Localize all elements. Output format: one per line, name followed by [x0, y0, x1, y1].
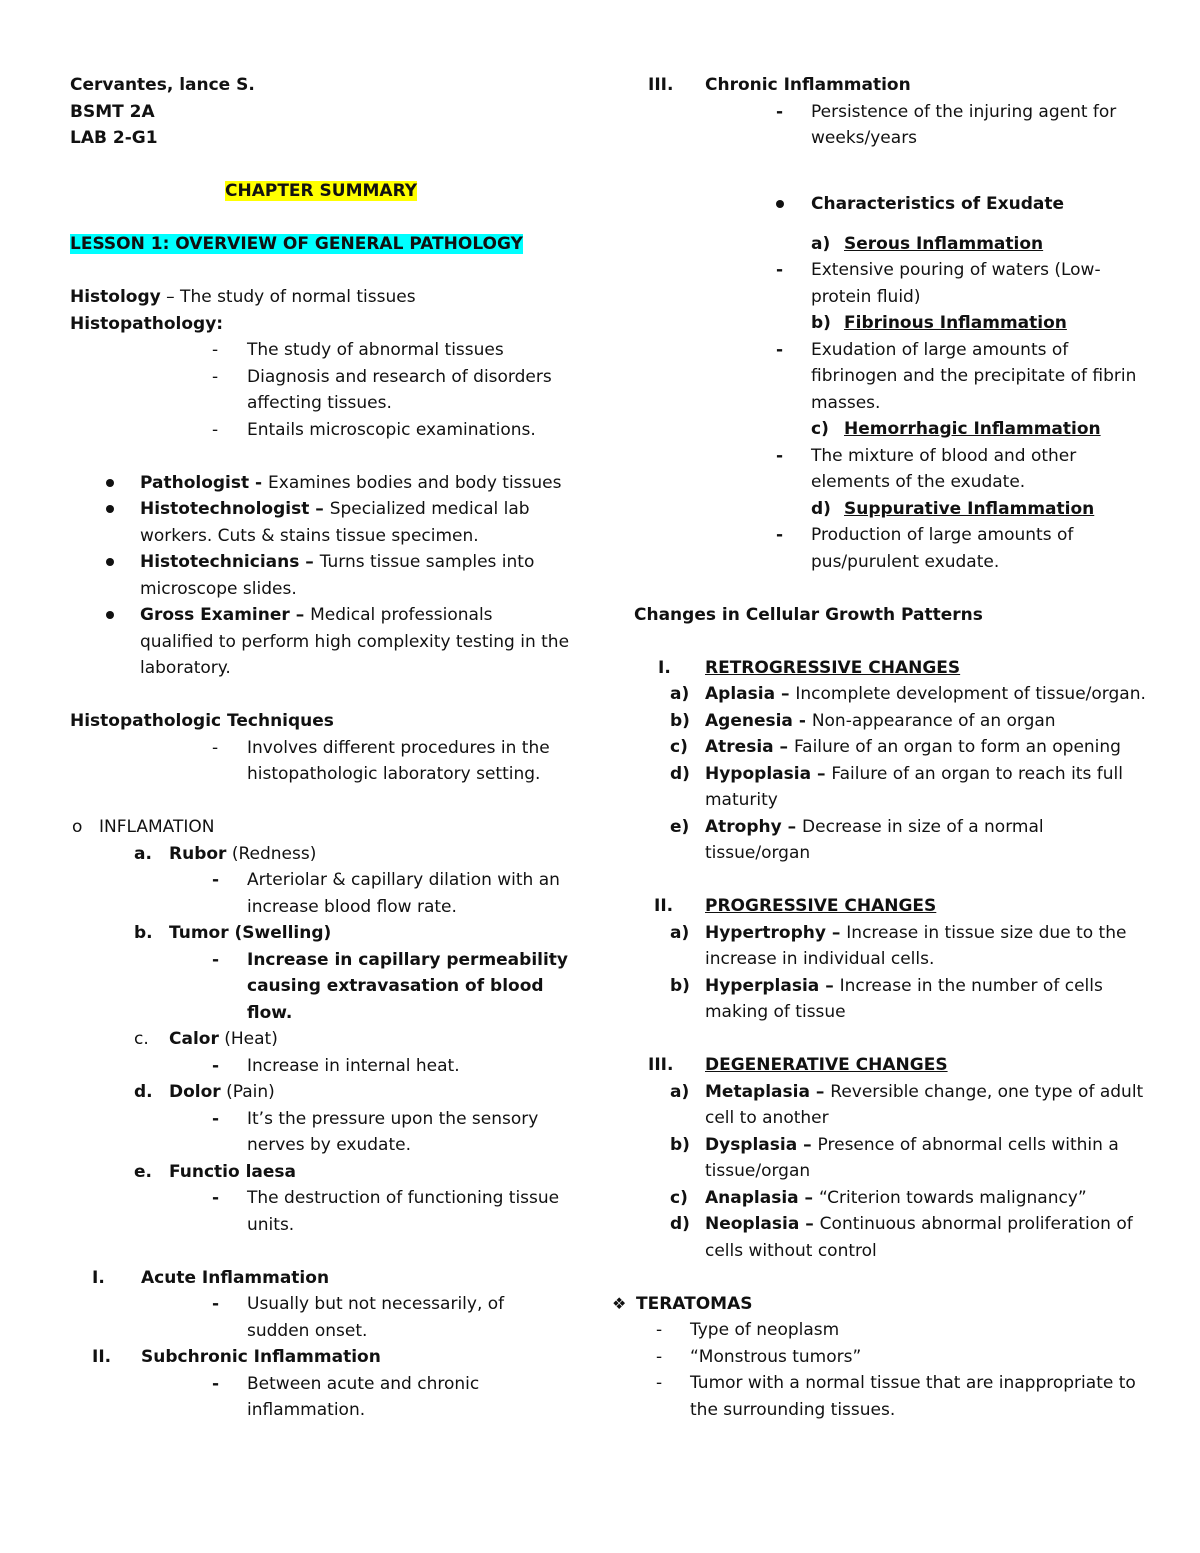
dash-marker: - — [776, 101, 784, 122]
growth-group-heading: II. PROGRESSIVE CHANGES — [654, 896, 937, 916]
growth-item: b) Dysplasia – Presence of abnormal cells within a tissue/organ — [670, 1134, 1119, 1181]
dash-marker: - — [656, 1346, 663, 1367]
sign-desc: - Increase in internal heat. — [70, 1053, 570, 1080]
exudate-type: c) Hemorrhagic Inflammation — [811, 419, 1101, 439]
histopathology-item: - Entails microscopic examinations. — [70, 417, 570, 444]
growth-item: a) Aplasia – Incomplete development of tissue/organ. — [670, 684, 1146, 704]
dash-marker: - — [776, 260, 784, 280]
histology-row — [70, 284, 570, 311]
sign-item: a. Rubor (Redness) — [134, 843, 317, 864]
right-column — [612, 72, 1154, 1423]
circle-bullet-icon: o — [72, 817, 83, 837]
role-item: Histotechnologist – Specialized medical lab workers. Cuts & stains tissue specimen. — [70, 496, 570, 549]
teratoma-item: - Type of neoplasm — [634, 1317, 1154, 1344]
histology-definition: – The study of normal tissues — [160, 287, 416, 307]
growth-item: b) Hyperplasia – Increase in the number of cells making of tissue — [670, 975, 1103, 1022]
lesson-row — [70, 231, 570, 258]
type-desc: - Between acute and chronic inflammation. — [70, 1371, 570, 1424]
exudate-type: a) Serous Inflammation — [811, 233, 1044, 254]
exudate-desc: - The mixture of blood and other elements of the exudate. — [634, 443, 1154, 496]
chapter-title: CHAPTER SUMMARY — [225, 181, 418, 201]
histology-term: Histology — [70, 287, 161, 307]
role-item: Histotechnicians – Turns tissue samples into microscope slides. — [70, 549, 570, 602]
diamond-bullet-icon: ❖ — [612, 1293, 627, 1313]
growth-item: c) Atresia – Failure of an organ to form an opening — [670, 737, 1121, 757]
dash-marker: - — [776, 445, 784, 466]
dash-marker: - — [212, 1294, 220, 1314]
techniques-heading: Histopathologic Techniques — [70, 711, 334, 731]
sign-item: d. Dolor (Pain) — [134, 1082, 275, 1102]
growth-item: e) Atrophy – Decrease in size of a normal tissue/organ — [670, 816, 1044, 863]
growth-item: d) Hypoplasia – Failure of an organ to reach its full maturity — [670, 763, 1123, 810]
histopathology-item: - The study of abnormal tissues — [70, 337, 570, 364]
exudate-desc: - Production of large amounts of pus/purulent exudate. — [634, 522, 1154, 575]
bullet-icon — [106, 479, 114, 487]
inflammation-heading-row — [70, 814, 570, 841]
course: BSMT 2A — [70, 101, 155, 122]
exudate-desc: - Extensive pouring of waters (Low-protein fluid) — [634, 257, 1154, 310]
type-heading: II. Subchronic Inflammation — [92, 1347, 381, 1367]
dash-marker: - — [212, 366, 219, 387]
dash-marker: - — [212, 340, 219, 360]
bullet-icon — [776, 200, 784, 208]
dash-marker: - — [212, 1108, 220, 1129]
dash-marker: - — [212, 1055, 220, 1076]
sign-desc: - It’s the pressure upon the sensory nerves by exudate. — [70, 1106, 570, 1159]
sign-desc: - Increase in capillary permeability causing extravasation of blood flow. — [70, 947, 570, 1027]
role-item: Pathologist - Examines bodies and body tissues — [70, 470, 570, 497]
dash-marker: - — [212, 1188, 220, 1208]
dash-marker: - — [656, 1320, 663, 1340]
role-item: Gross Examiner – Medical professionals qualified to perform high complexity testing in the laboratory. — [70, 602, 570, 682]
teratomas-heading: TERATOMAS — [636, 1293, 753, 1314]
growth-item: d) Neoplasia – Continuous abnormal proliferation of cells without control — [670, 1214, 1133, 1261]
lab-group: LAB 2-G1 — [70, 128, 158, 148]
type-desc: - Usually but not necessarily, of sudden onset. — [70, 1291, 570, 1344]
dash-marker: - — [212, 949, 220, 970]
type-desc: - Persistence of the injuring agent for weeks/years — [634, 99, 1154, 152]
type-heading: III. Chronic Inflammation — [648, 75, 911, 95]
inflammation-heading: INFLAMATION — [99, 817, 215, 837]
title-row — [70, 178, 570, 205]
exudate-heading: Characteristics of Exudate — [634, 191, 1154, 218]
dash-marker: - — [776, 525, 784, 545]
dash-marker: - — [656, 1373, 663, 1393]
teratomas-heading-row — [612, 1291, 1154, 1318]
bullet-icon — [106, 611, 114, 619]
dash-marker: - — [212, 737, 219, 758]
dash-marker: - — [212, 870, 220, 890]
sign-item: b. Tumor (Swelling) — [134, 923, 332, 943]
histopathology-term: Histopathology: — [70, 313, 224, 334]
histopathology-item: - Diagnosis and research of disorders affecting tissues. — [70, 364, 570, 417]
bullet-icon — [106, 505, 114, 513]
left-column — [70, 72, 570, 1424]
sign-item: c. Calor (Heat) — [134, 1029, 278, 1049]
growth-item: b) Agenesia - Non-appearance of an organ — [670, 710, 1056, 731]
growth-group-heading: III. DEGENERATIVE CHANGES — [648, 1055, 948, 1075]
dash-marker: - — [212, 419, 219, 440]
techniques-item: - Involves different procedures in the histopathologic laboratory setting. — [70, 735, 570, 788]
author-name: Cervantes, lance S. — [70, 75, 255, 95]
growth-heading: Changes in Cellular Growth Patterns — [634, 604, 983, 625]
teratoma-item: - Tumor with a normal tissue that are inappropriate to the surrounding tissues. — [634, 1370, 1154, 1423]
sign-desc: - The destruction of functioning tissue units. — [70, 1185, 570, 1238]
dash-marker: - — [776, 339, 784, 360]
growth-item: a) Hypertrophy – Increase in tissue size due to the increase in individual cells. — [670, 922, 1127, 969]
sign-desc: - Arteriolar & capillary dilation with an increase blood flow rate. — [70, 867, 570, 920]
exudate-desc: - Exudation of large amounts of fibrinogen and the precipitate of fibrin masses. — [634, 337, 1154, 417]
bullet-icon — [106, 558, 114, 566]
growth-item: a) Metaplasia – Reversible change, one type of adult cell to another — [670, 1081, 1144, 1128]
sign-item: e. Functio laesa — [134, 1161, 297, 1182]
exudate-type: d) Suppurative Inflammation — [811, 498, 1095, 519]
lesson-heading: LESSON 1: OVERVIEW OF GENERAL PATHOLOGY — [70, 234, 523, 254]
growth-group-heading: I. RETROGRESSIVE CHANGES — [658, 657, 961, 678]
teratoma-item: - “Monstrous tumors” — [634, 1344, 1154, 1371]
growth-item: c) Anaplasia – “Criterion towards malignancy” — [670, 1187, 1087, 1208]
type-heading: I. Acute Inflammation — [92, 1267, 330, 1288]
exudate-type: b) Fibrinous Inflammation — [811, 313, 1067, 333]
dash-marker: - — [212, 1373, 220, 1394]
